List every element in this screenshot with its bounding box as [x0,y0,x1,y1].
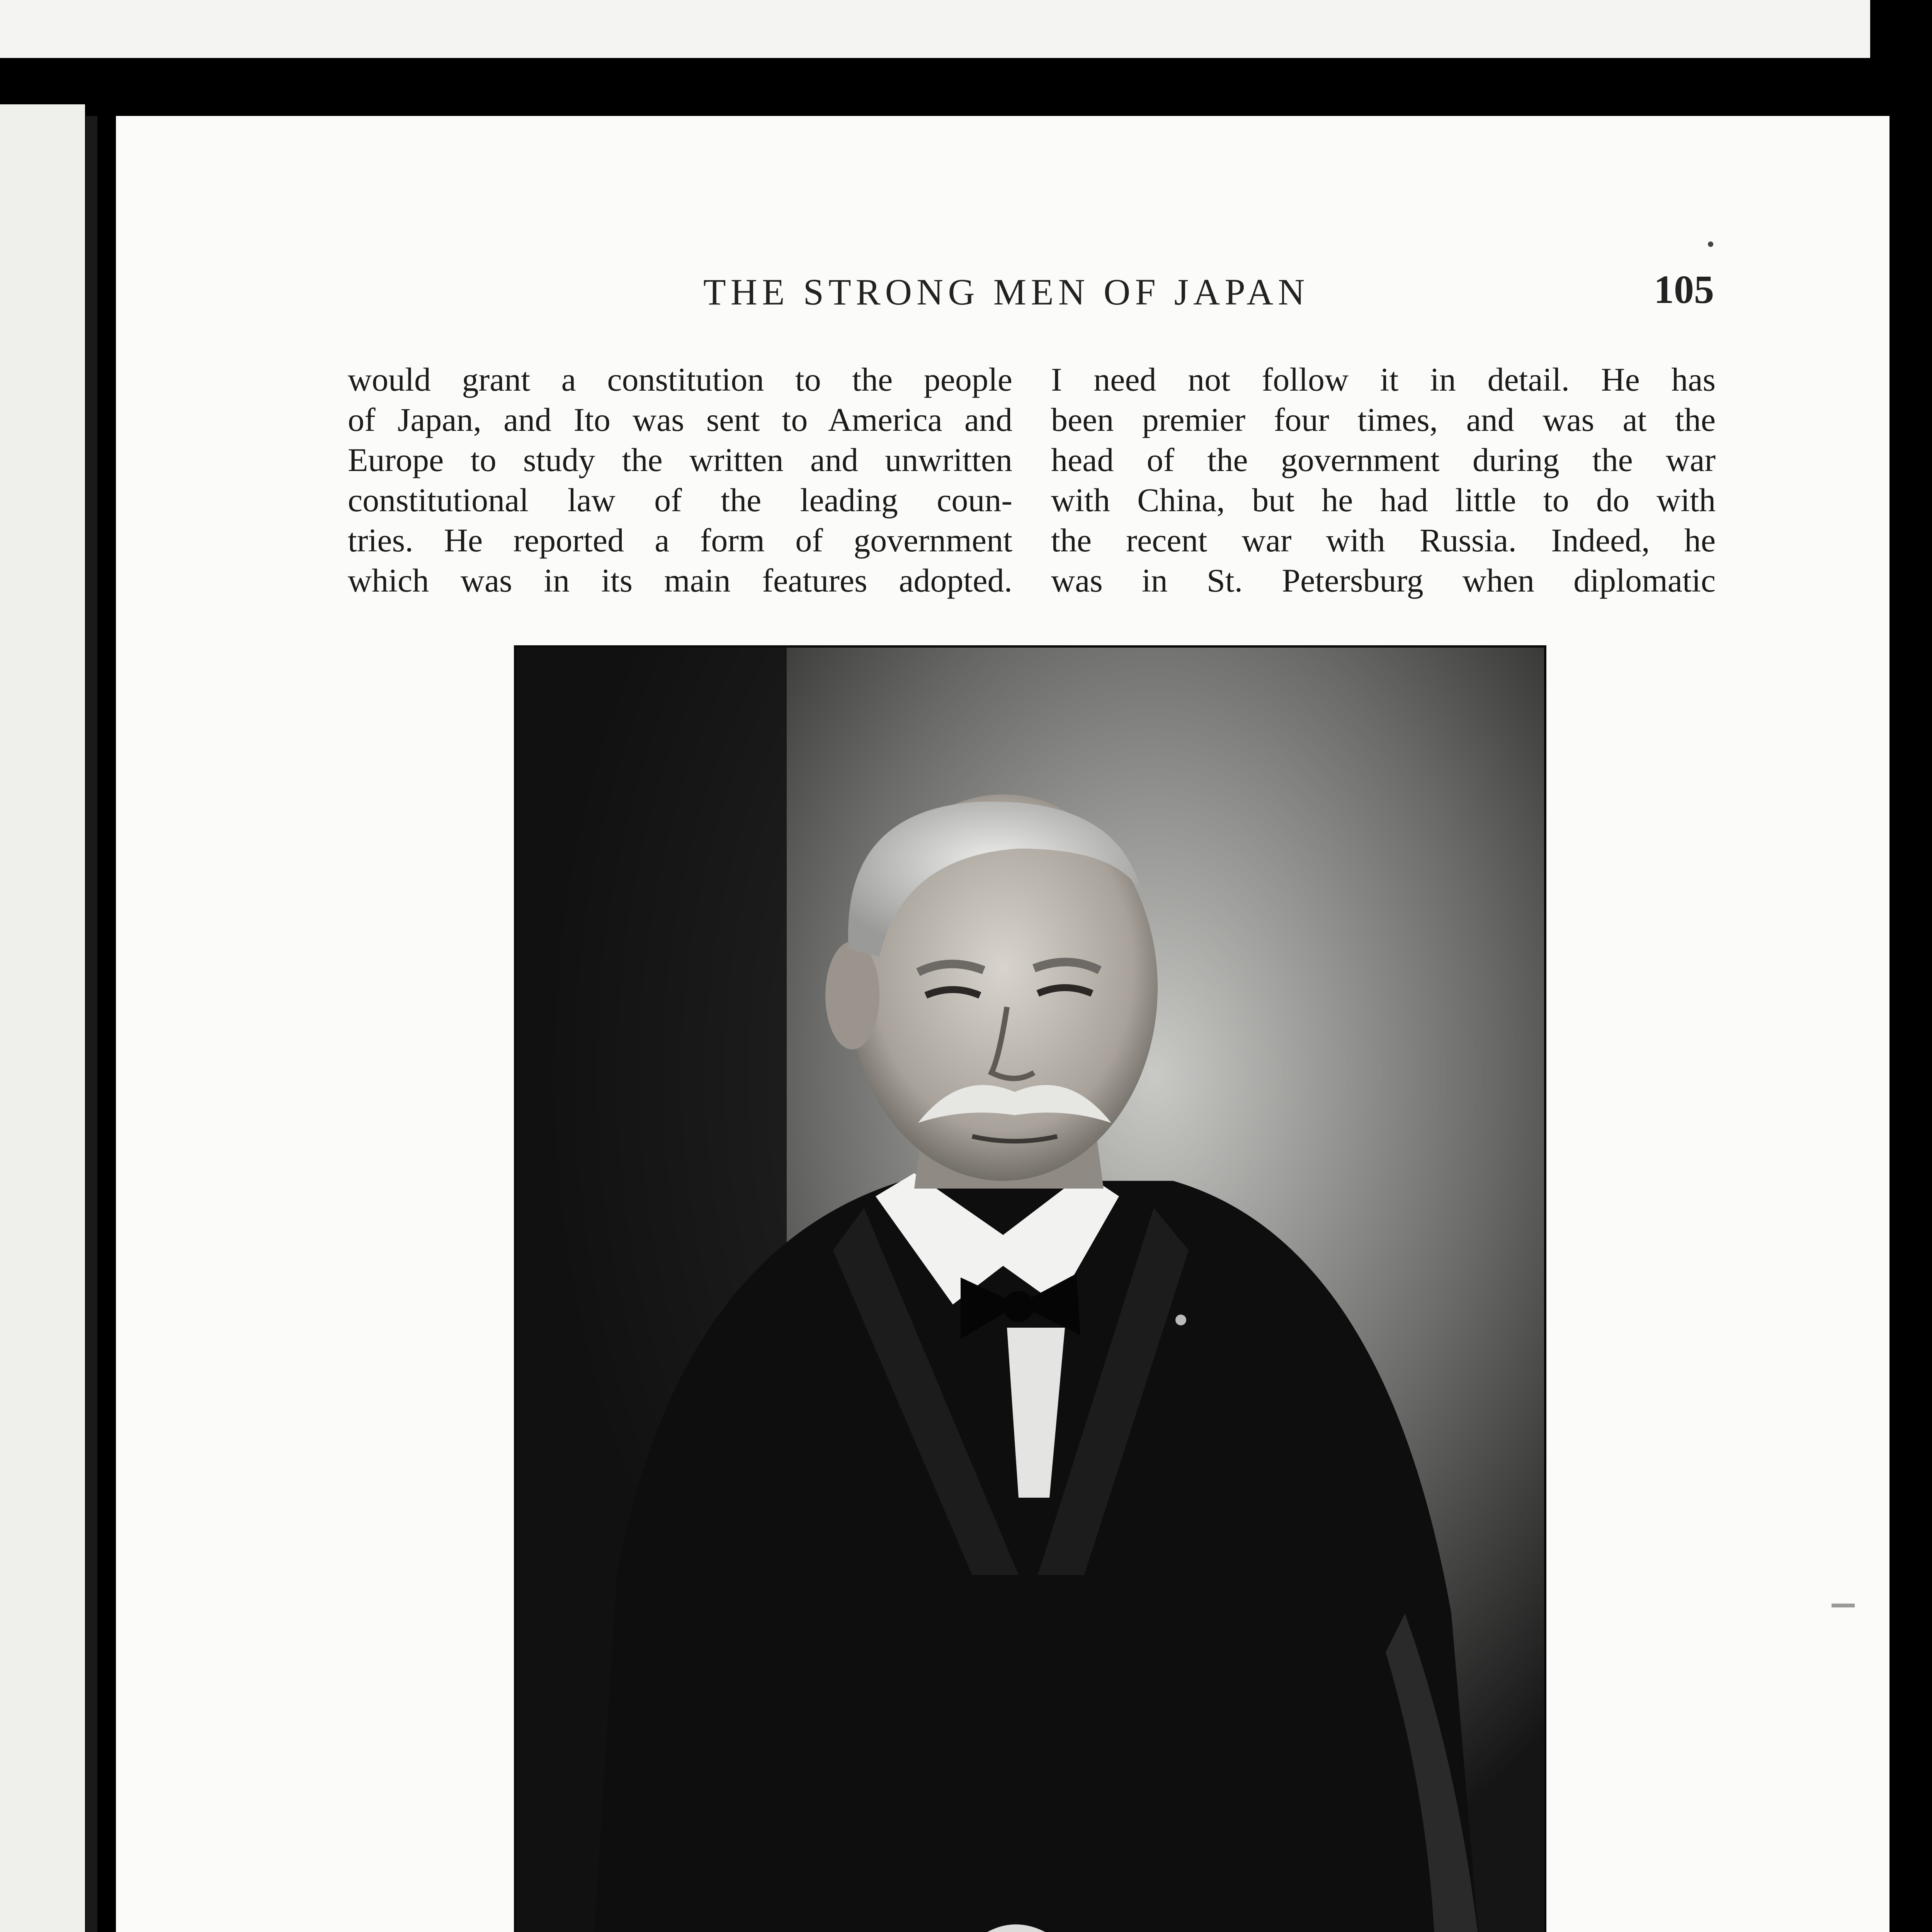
text-line: of Japan, and Ito was sent to America and [348,401,1012,438]
page-number: 105 [1654,267,1714,312]
text-line: the recent war with Russia. Indeed, he [1051,522,1716,559]
text-line: I need not follow it in detail. He has [1051,361,1716,398]
scan-mark [1832,1604,1855,1607]
scan-top-strip [0,0,1870,58]
text-line: with China, but he had little to do with [1051,481,1716,519]
text-column-top-right [1051,359,1716,600]
facing-page-edge [0,104,85,1932]
text-line: was in St. Petersburg when diplomatic [1051,562,1716,599]
text-line: which was in its main features adopted. [348,562,1012,599]
portrait-illustration [516,648,1544,1932]
gutter-shadow [86,116,97,1932]
text-line: constitutional law of the leading coun- [348,481,1012,519]
running-head: THE STRONG MEN OF JAPAN [703,271,1310,313]
text-line: tries. He reported a form of government [348,522,1012,559]
portrait-photograph [514,645,1546,1932]
text-line: would grant a constitution to the people [348,361,1012,398]
text-line: been premier four times, and was at the [1051,401,1716,438]
text-line: Europe to study the written and unwritten [348,441,1012,478]
scan-speck [1708,242,1713,247]
text-line: head of the government during the war [1051,441,1716,478]
text-column-top-left [348,359,1012,600]
